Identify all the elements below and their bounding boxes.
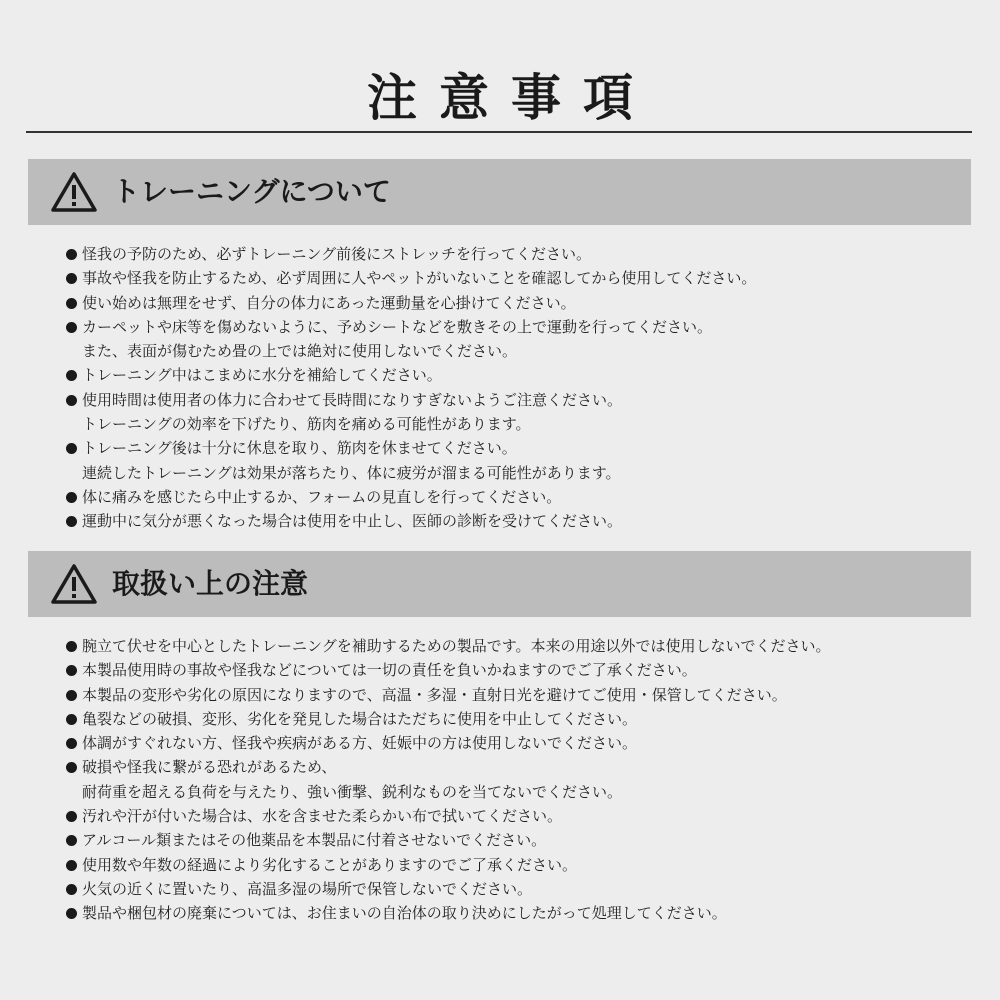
list-item-text: トレーニングの効率を下げたり、筋肉を痛める可能性があります。	[82, 415, 531, 434]
page-title: 注意事項	[367, 69, 655, 127]
bullet-icon	[66, 714, 77, 725]
section-title-handling: 取扱い上の注意	[112, 567, 309, 600]
bullet-icon	[66, 516, 77, 527]
list-item	[66, 755, 976, 804]
bullet-icon	[66, 811, 77, 822]
list-item-text: 亀裂などの破損、変形、劣化を発見した場合はただちに使用を中止してください。	[82, 709, 638, 728]
list-item-text: 使用数や年数の経過により劣化することがありますのでご了承ください。	[82, 855, 578, 874]
warning-triangle-icon	[50, 171, 98, 213]
list-item-text: 腕立て伏せを中心としたトレーニングを補助するための製品です。本来の用途以外では使用しないでください。	[82, 637, 831, 655]
list-item-text: カーペットや床等を傷めないように、予めシートなどを敷きその上で運動を行ってください。	[82, 317, 713, 336]
list-item	[66, 315, 976, 364]
list-item-text: 怪我の予防のため、必ずトレーニング前後にストレッチを行ってください。	[82, 245, 591, 263]
list-item-text: 運動中に気分が悪くなった場合は使用を中止し、医師の診断を受けてください。	[82, 512, 623, 531]
bullet-icon	[66, 762, 77, 773]
warning-triangle-icon	[50, 563, 98, 605]
list-item-text: 事故や怪我を防止するため、必ず周囲に人やペットがいないことを確認してから使用してください。	[82, 269, 757, 288]
list-item	[66, 707, 976, 731]
training-notes-list	[66, 242, 976, 534]
list-item	[66, 683, 976, 707]
list-item	[66, 509, 976, 533]
bullet-icon	[66, 665, 77, 676]
bullet-icon	[66, 273, 77, 284]
list-item	[66, 634, 976, 658]
list-item	[66, 388, 976, 437]
list-item-text: 体調がすぐれない方、怪我や疾病がある方、妊娠中の方は使用しないでください。	[82, 734, 638, 753]
bullet-icon	[66, 641, 77, 652]
list-item	[66, 804, 976, 828]
list-item-text: 耐荷重を超える負荷を与えたり、強い衝撃、鋭利なものを当てないでください。	[82, 782, 623, 801]
list-item-text: 連続したトレーニングは効果が落ちたり、体に疲労が溜まる可能性があります。	[82, 463, 621, 482]
list-item	[66, 266, 976, 290]
bullet-icon	[66, 860, 77, 871]
list-item-text: 本製品使用時の事故や怪我などについては一切の責任を負いかねますのでご了承ください。	[82, 661, 697, 680]
list-item-text: トレーニング中はこまめに水分を補給してください。	[82, 366, 442, 385]
bullet-icon	[66, 492, 77, 503]
list-item-text: 体に痛みを感じたら中止するか、フォームの見直しを行ってください。	[82, 487, 562, 506]
list-item-text: 使用時間は使用者の体力に合わせて長時間になりすぎないようご注意ください。	[82, 390, 623, 409]
list-item-text: 火気の近くに置いたり、高温多湿の場所で保管しないでください。	[82, 879, 533, 898]
bullet-icon	[66, 908, 77, 919]
list-item	[66, 731, 976, 755]
list-item-text: 汚れや汗が付いた場合は、水を含ませた柔らかい布で拭いてください。	[82, 807, 563, 826]
list-item	[66, 877, 976, 901]
list-item-text: 破損や怪我に繋がる恐れがあるため、	[82, 758, 337, 777]
section-header-training	[28, 159, 971, 225]
list-item-text: 製品や梱包材の廃棄については、お住まいの自治体の取り決めにしたがって処理してください。	[82, 904, 727, 923]
list-item-text: アルコール類またはその他薬品を本製品に付着させないでください。	[82, 831, 547, 850]
bullet-icon	[66, 249, 77, 260]
title-divider	[26, 131, 972, 133]
list-item	[66, 291, 976, 315]
list-item-text: また、表面が傷むため畳の上では絶対に使用しないでください。	[82, 342, 518, 361]
list-item	[66, 901, 976, 925]
bullet-icon	[66, 322, 77, 333]
list-item	[66, 242, 976, 266]
bullet-icon	[66, 690, 77, 701]
bullet-icon	[66, 443, 77, 454]
handling-notes-list	[66, 634, 976, 926]
bullet-icon	[66, 395, 77, 406]
list-item	[66, 436, 976, 485]
list-item	[66, 828, 976, 852]
section-title-training: トレーニングについて	[112, 175, 391, 208]
list-item-text: トレーニング後は十分に休息を取り、筋肉を休ませてください。	[82, 439, 517, 458]
bullet-icon	[66, 884, 77, 895]
bullet-icon	[66, 298, 77, 309]
list-item	[66, 485, 976, 509]
list-item-text: 本製品の変形や劣化の原因になりますので、高温・多湿・直射日光を避けてご使用・保管してください。	[82, 685, 787, 704]
list-item	[66, 363, 976, 387]
list-item	[66, 853, 976, 877]
list-item-text: 使い始めは無理をせず、自分の体力にあった運動量を心掛けてください。	[82, 293, 576, 312]
list-item	[66, 658, 976, 682]
bullet-icon	[66, 370, 77, 381]
section-header-handling	[28, 551, 971, 617]
bullet-icon	[66, 835, 77, 846]
bullet-icon	[66, 738, 77, 749]
